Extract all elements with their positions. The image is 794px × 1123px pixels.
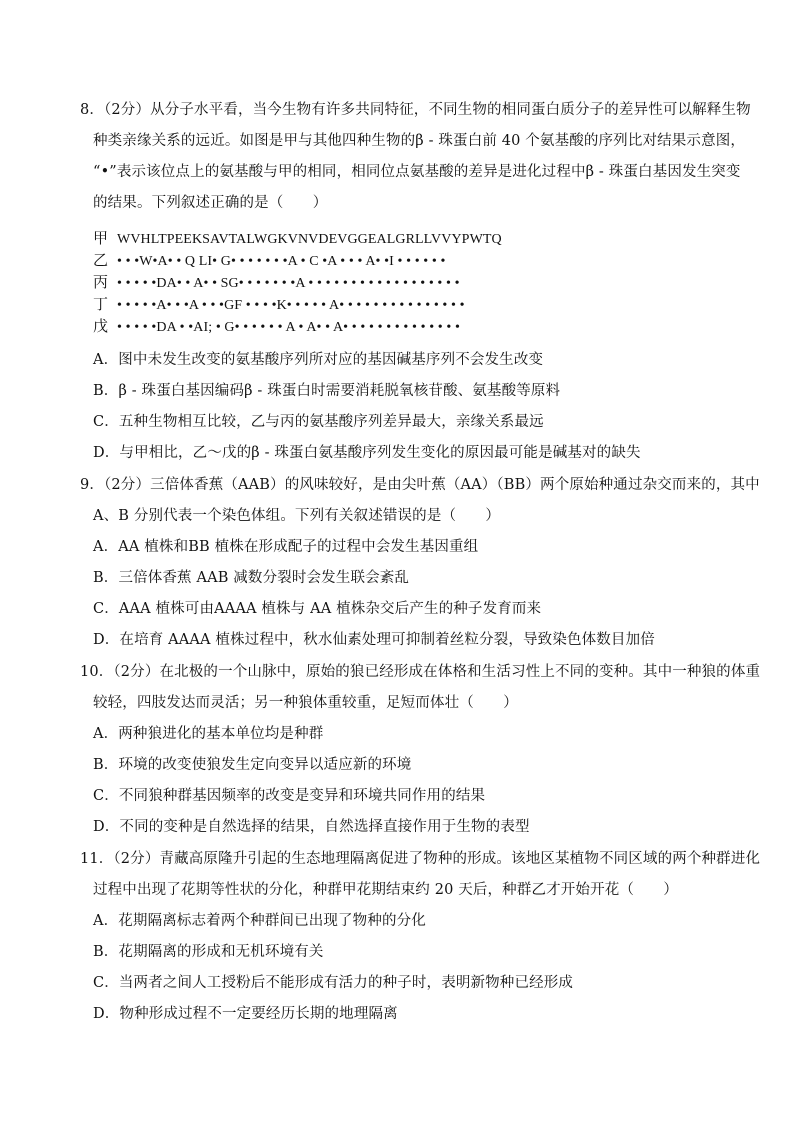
q9-stem-line-2: A、B 分别代表一个染色体组。下列有关叙述错误的是（ ） [93, 508, 501, 524]
q8-stem-line-3: “•”表示该位点上的氨基酸与甲的相同，相同位点氨基酸的差异是进化过程中β - 珠蛋白基因发生突变 [93, 164, 741, 180]
q11-stem-line-1: 11．（2分）青藏高原隆升引起的生态地理隔离促进了物种的形成。该地区某植物不同区域的两个种群进化 [80, 851, 761, 867]
q8-option-b[interactable]: B．β - 珠蛋白基因编码β - 珠蛋白时需要消耗脱氧核苷酸、氨基酸等原料 [93, 383, 561, 399]
sequence-row-wu [93, 316, 460, 338]
q9-option-c[interactable]: C．AAA 植株可由AAAA 植株与 AA 植株杂交后产生的种子发育而来 [93, 601, 542, 617]
q11-option-d[interactable]: D．物种形成过程不一定要经历长期的地理隔离 [93, 1006, 398, 1022]
q8-option-c[interactable]: C．五种生物相互比较，乙与丙的氨基酸序列差异最大，亲缘关系最远 [93, 414, 544, 430]
q10-option-b[interactable]: B．环境的改变使狼发生定向变异以适应新的环境 [93, 757, 412, 773]
q8-option-a[interactable]: A．图中未发生改变的氨基酸序列所对应的基因碱基序列不会发生改变 [93, 352, 544, 368]
q10-option-d[interactable]: D．不同的变种是自然选择的结果，自然选择直接作用于生物的表型 [93, 819, 530, 835]
q8-stem-line-1: 8．（2分）从分子水平看，当今生物有许多共同特征，不同生物的相同蛋白质分子的差异性可以解释生物 [80, 102, 751, 118]
sequence-row-jia [93, 228, 502, 250]
sequence-row-ding [93, 294, 465, 316]
sequence-text: • • • • •DA• • A• • SG• • • • • • •A • • • • • • • • • • • • • • • • • • [117, 276, 460, 291]
sequence-row-yi [93, 250, 446, 272]
sequence-text: • • •W•A• • Q LI• G• • • • • • •A • C •A • • • A• •I • • • • • • [117, 254, 446, 269]
q9-option-a[interactable]: A．AA 植株和BB 植株在形成配子的过程中会发生基因重组 [93, 539, 479, 555]
q8-stem-line-4: 的结果。下列叙述正确的是（ ） [93, 195, 328, 211]
q11-option-c[interactable]: C．当两者之间人工授粉后不能形成有活力的种子时，表明新物种已经形成 [93, 975, 574, 991]
sequence-text: WVHLTPEEKSAVTALWGKVNVDEVGGEALGRLLVVYPWTQ [117, 232, 502, 247]
q8-option-d[interactable]: D．与甲相比，乙～戊的β - 珠蛋白氨基酸序列发生变化的原因最可能是碱基对的缺失 [93, 445, 641, 461]
q10-stem-line-2: 较轻，四肢发达而灵活；另一种狼体重较重，足短而体壮（ ） [93, 695, 518, 711]
sequence-label: 丙 [93, 273, 109, 291]
sequence-label: 甲 [93, 229, 109, 247]
sequence-text: • • • • •A• • •A • • •GF • • • •K• • • • • A• • • • • • • • • • • • • • • [117, 298, 465, 313]
sequence-label: 戊 [93, 317, 109, 335]
q10-option-a[interactable]: A．两种狼进化的基本单位均是种群 [93, 726, 324, 742]
sequence-text: • • • • •DA • •AI; • G• • • • • • A • A• • A• • • • • • • • • • • • • • [117, 320, 461, 335]
sequence-label: 丁 [93, 295, 109, 313]
q9-option-b[interactable]: B．三倍体香蕉 AAB 减数分裂时会发生联会紊乱 [93, 570, 410, 586]
sequence-label: 乙 [93, 251, 109, 269]
q9-option-d[interactable]: D．在培育 AAAA 植株过程中，秋水仙素处理可抑制着丝粒分裂，导致染色体数目加倍 [93, 632, 655, 648]
q11-option-b[interactable]: B．花期隔离的形成和无机环境有关 [93, 944, 324, 960]
q8-stem-line-2: 种类亲缘关系的远近。如图是甲与其他四种生物的β - 珠蛋白前 40 个氨基酸的序列比对结果示意图， [93, 133, 746, 149]
sequence-row-bing [93, 272, 460, 294]
q9-stem-line-1: 9．（2分）三倍体香蕉（AAB）的风味较好，是由尖叶蕉（AA）（BB）两个原始种通过杂交而来的，其中 [80, 477, 760, 493]
q10-stem-line-1: 10．（2分）在北极的一个山脉中，原始的狼已经形成在体格和生活习性上不同的变种。其中一种狼的体重 [80, 664, 761, 680]
q10-option-c[interactable]: C．不同狼种群基因频率的改变是变异和环境共同作用的结果 [93, 788, 486, 804]
q11-stem-line-2: 过程中出现了花期等性状的分化，种群甲花期结束约 20 天后，种群乙才开始开花（ ） [93, 882, 678, 898]
q11-option-a[interactable]: A．花期隔离标志着两个种群间已出现了物种的分化 [93, 913, 426, 929]
